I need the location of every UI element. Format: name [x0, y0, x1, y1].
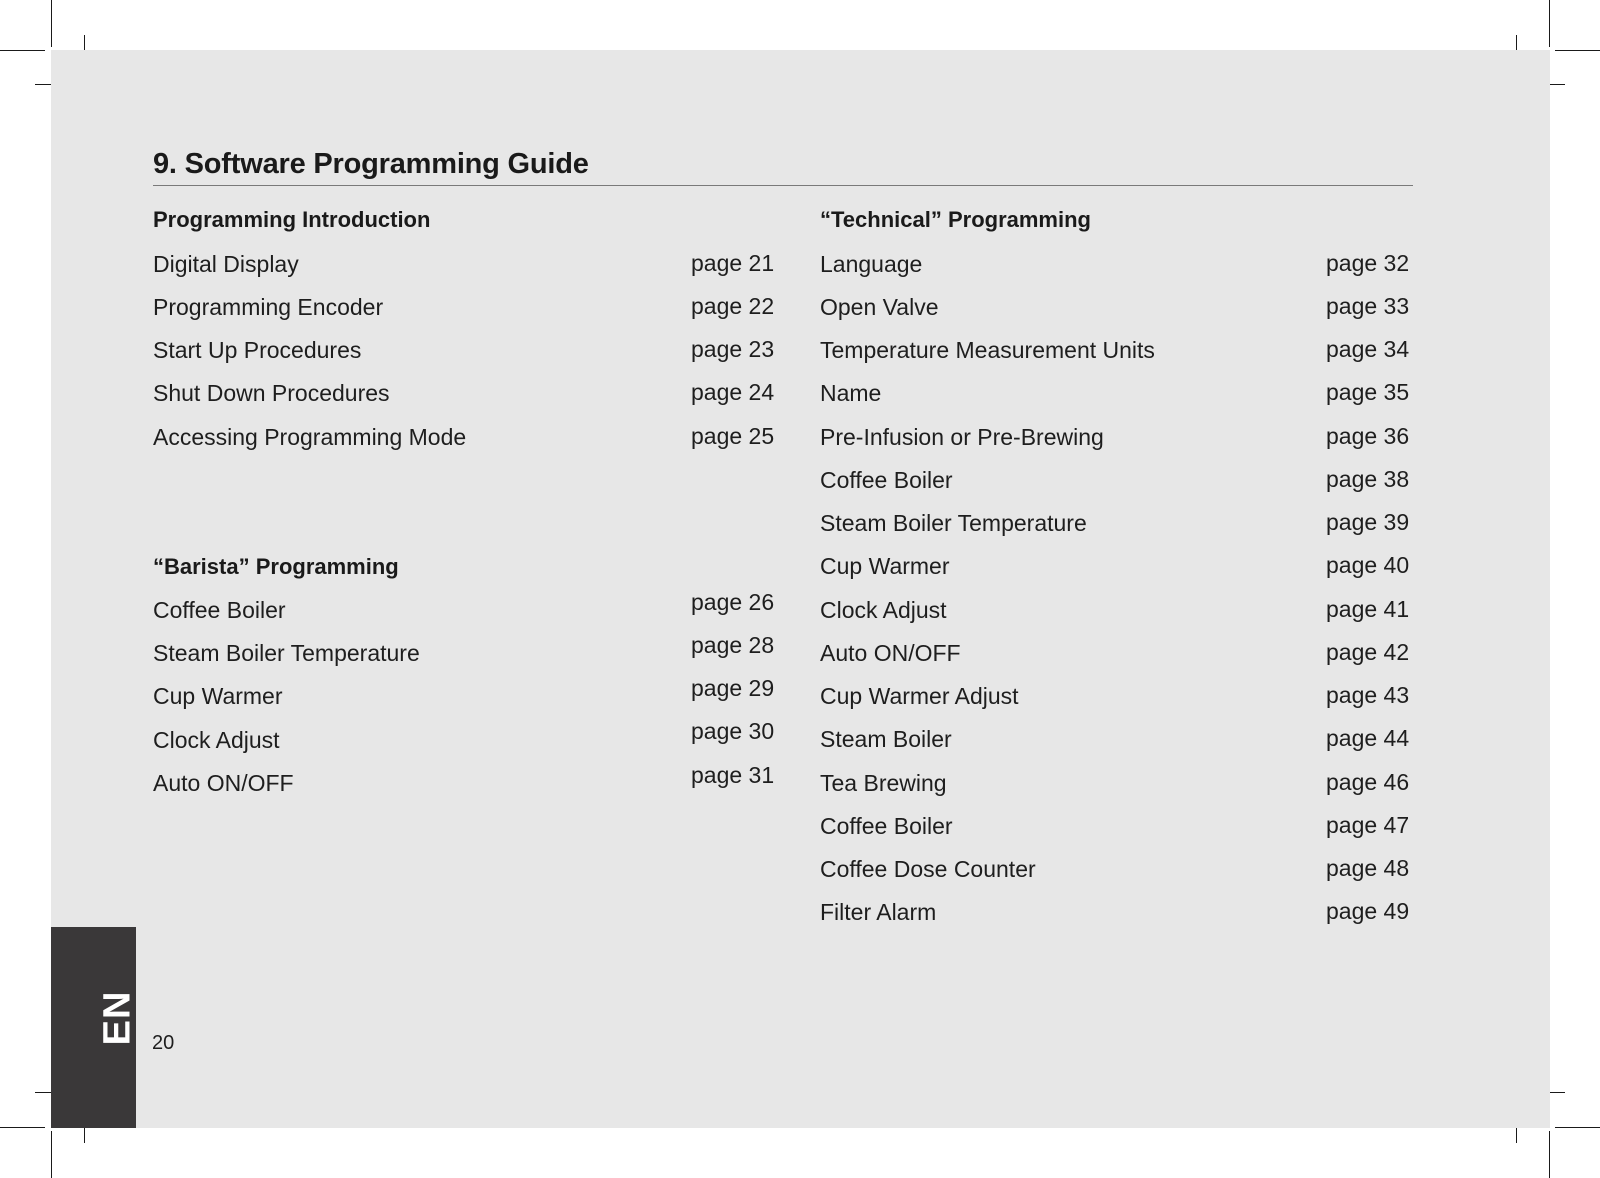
toc-item-label: Steam Boiler Temperature [820, 510, 1087, 536]
toc-item-label: Language [820, 251, 923, 277]
page-number: 20 [152, 1032, 175, 1054]
language-tab-label: EN [96, 990, 139, 1046]
toc-item-label: Programming Encoder [153, 294, 384, 320]
toc-item-page: page 36 [1326, 423, 1410, 449]
toc-item-page: page 32 [1326, 250, 1410, 276]
toc-item-label: Filter Alarm [820, 899, 937, 925]
toc-item-page: page 47 [1326, 812, 1410, 838]
toc-item-label: Accessing Programming Mode [153, 424, 467, 450]
toc-item-label: Steam Boiler [820, 726, 952, 752]
crop-mark [0, 1127, 45, 1128]
toc-item-label: Clock Adjust [153, 727, 280, 753]
toc-item-page: page 29 [691, 675, 775, 701]
toc-item-label: Cup Warmer [820, 553, 950, 579]
toc-item-label: Auto ON/OFF [820, 640, 961, 666]
section-heading-technical-programming: “Technical” Programming [820, 207, 1091, 232]
toc-item-page: page 35 [1326, 379, 1410, 405]
crop-mark [51, 0, 52, 47]
toc-item-label: Cup Warmer Adjust [820, 683, 1019, 709]
toc-item-page: page 49 [1326, 898, 1410, 924]
toc-item-label: Clock Adjust [820, 597, 947, 623]
toc-item-label: Name [820, 380, 882, 406]
toc-item-label: Start Up Procedures [153, 337, 362, 363]
crop-mark [1549, 0, 1550, 47]
toc-item-page: page 24 [691, 379, 775, 405]
toc-item-label: Coffee Boiler [153, 597, 286, 623]
toc-item-label: Coffee Dose Counter [820, 856, 1036, 882]
toc-item-label: Auto ON/OFF [153, 770, 294, 796]
toc-item-label: Pre-Infusion or Pre-Brewing [820, 424, 1104, 450]
toc-item-label: Cup Warmer [153, 683, 283, 709]
toc-item-page: page 39 [1326, 509, 1410, 535]
toc-item-page: page 34 [1326, 336, 1410, 362]
crop-mark [1555, 50, 1600, 51]
crop-mark [0, 50, 45, 51]
toc-item-page: page 31 [691, 762, 775, 788]
section-heading-barista-programming: “Barista” Programming [153, 554, 399, 579]
toc-item-page: page 44 [1326, 725, 1410, 751]
toc-item-label: Digital Display [153, 251, 299, 277]
toc-item-page: page 28 [691, 632, 775, 658]
toc-item-page: page 48 [1326, 855, 1410, 881]
toc-item-page: page 23 [691, 336, 775, 362]
toc-item-page: page 25 [691, 423, 775, 449]
toc-item-label: Temperature Measurement Units [820, 337, 1155, 363]
toc-item-page: page 21 [691, 250, 775, 276]
crop-mark [1549, 1131, 1550, 1178]
toc-item-label: Steam Boiler Temperature [153, 640, 420, 666]
page-title: 9. Software Programming Guide [153, 148, 589, 180]
toc-item-page: page 33 [1326, 293, 1410, 319]
section-heading-programming-introduction: Programming Introduction [153, 207, 431, 232]
toc-item-page: page 43 [1326, 682, 1410, 708]
toc-item-label: Coffee Boiler [820, 467, 953, 493]
toc-item-label: Open Valve [820, 294, 939, 320]
toc-item-page: page 22 [691, 293, 775, 319]
toc-item-page: page 38 [1326, 466, 1410, 492]
toc-item-label: Shut Down Procedures [153, 380, 390, 406]
toc-item-page: page 40 [1326, 552, 1410, 578]
title-rule [153, 185, 1413, 186]
toc-item-page: page 30 [691, 718, 775, 744]
toc-item-label: Tea Brewing [820, 770, 947, 796]
toc-item-label: Coffee Boiler [820, 813, 953, 839]
toc-item-page: page 42 [1326, 639, 1410, 665]
toc-item-page: page 41 [1326, 596, 1410, 622]
crop-mark [1555, 1127, 1600, 1128]
toc-item-page: page 46 [1326, 769, 1410, 795]
crop-mark [51, 1131, 52, 1178]
toc-item-page: page 26 [691, 589, 775, 615]
